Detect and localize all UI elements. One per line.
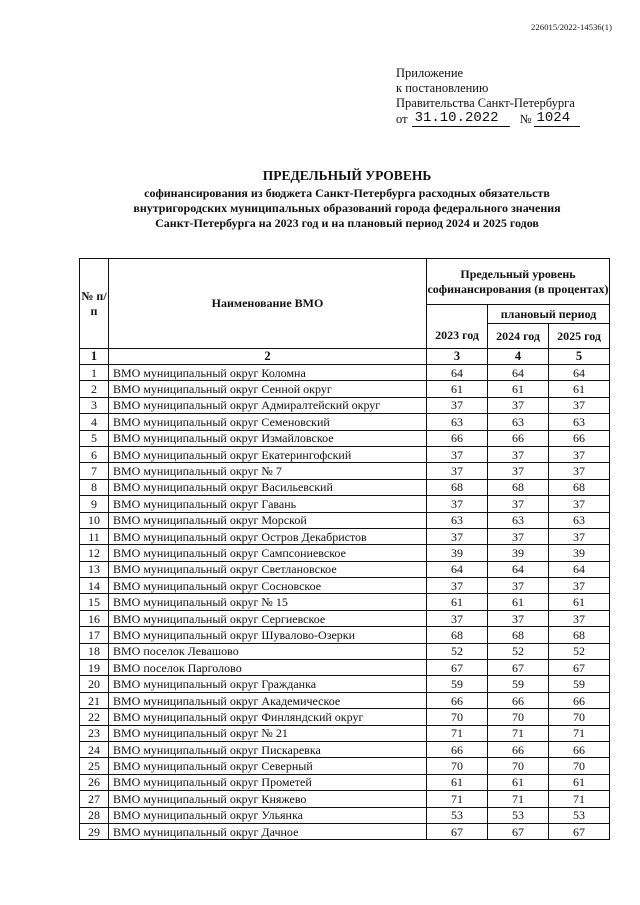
value-2023: 64 xyxy=(427,561,488,577)
date-prefix: от xyxy=(396,112,408,126)
table-row xyxy=(80,594,610,610)
header-2023: 2023 год xyxy=(427,305,488,349)
value-2024: 68 xyxy=(488,479,549,495)
title-line-2: внутригородских муниципальных образований города федерального значения xyxy=(133,201,561,215)
row-name: ВМО муниципальный округ № 15 xyxy=(109,594,427,610)
appendix-line-1: Приложение xyxy=(396,66,464,80)
value-2024: 53 xyxy=(488,807,549,823)
value-2025: 37 xyxy=(549,578,610,594)
value-2023: 52 xyxy=(427,643,488,659)
row-number: 10 xyxy=(80,512,109,528)
value-2023: 61 xyxy=(427,594,488,610)
value-2025: 66 xyxy=(549,692,610,708)
table-row xyxy=(80,578,610,594)
row-name: ВМО муниципальный округ Адмиралтейский округ xyxy=(109,397,427,413)
row-name: ВМО муниципальный округ Северный xyxy=(109,758,427,774)
row-number: 6 xyxy=(80,446,109,462)
table-row xyxy=(80,774,610,790)
value-2024: 63 xyxy=(488,414,549,430)
appendix-line-2: к постановлению xyxy=(396,81,489,95)
row-name: ВМО муниципальный округ Дачное xyxy=(109,823,427,839)
value-2024: 66 xyxy=(488,741,549,757)
row-name: ВМО муниципальный округ Гражданка xyxy=(109,676,427,692)
value-2023: 67 xyxy=(427,660,488,676)
table-row xyxy=(80,823,610,839)
table-row xyxy=(80,446,610,462)
value-2024: 71 xyxy=(488,791,549,807)
table-row xyxy=(80,610,610,626)
row-number: 24 xyxy=(80,741,109,757)
title-line-1: софинансирования из бюджета Санкт-Петербурга расходных обязательств xyxy=(144,186,550,200)
title-heading: ПРЕДЕЛЬНЫЙ УРОВЕНЬ xyxy=(262,168,432,183)
table-row xyxy=(80,676,610,692)
row-name: ВМО муниципальный округ Сампсониевское xyxy=(109,545,427,561)
value-2023: 37 xyxy=(427,610,488,626)
row-number: 4 xyxy=(80,414,109,430)
value-2024: 70 xyxy=(488,709,549,725)
value-2025: 68 xyxy=(549,479,610,495)
appendix-date-line xyxy=(396,111,580,127)
value-2023: 37 xyxy=(427,397,488,413)
value-2025: 63 xyxy=(549,512,610,528)
value-2024: 68 xyxy=(488,627,549,643)
table-row xyxy=(80,709,610,725)
value-2025: 53 xyxy=(549,807,610,823)
row-name: ВМО муниципальный округ Семеновский xyxy=(109,414,427,430)
value-2024: 52 xyxy=(488,643,549,659)
value-2025: 63 xyxy=(549,414,610,430)
table-row xyxy=(80,791,610,807)
row-number: 21 xyxy=(80,692,109,708)
row-name: ВМО муниципальный округ Морской xyxy=(109,512,427,528)
row-number: 20 xyxy=(80,676,109,692)
row-name: ВМО муниципальный округ Княжево xyxy=(109,791,427,807)
table-row xyxy=(80,725,610,741)
row-name: ВМО муниципальный округ Екатерингофский xyxy=(109,446,427,462)
value-2024: 39 xyxy=(488,545,549,561)
row-number: 13 xyxy=(80,561,109,577)
value-2024: 61 xyxy=(488,594,549,610)
value-2025: 71 xyxy=(549,791,610,807)
value-2023: 70 xyxy=(427,758,488,774)
column-number: 2 xyxy=(109,349,427,365)
value-2025: 64 xyxy=(549,561,610,577)
row-number: 7 xyxy=(80,463,109,479)
value-2025: 67 xyxy=(549,823,610,839)
value-2025: 70 xyxy=(549,758,610,774)
value-2024: 61 xyxy=(488,381,549,397)
column-number: 1 xyxy=(80,349,109,365)
value-2023: 37 xyxy=(427,446,488,462)
row-number: 14 xyxy=(80,578,109,594)
value-2023: 67 xyxy=(427,823,488,839)
resolution-number: 1024 xyxy=(534,111,580,127)
appendix-block xyxy=(396,66,580,127)
row-number: 18 xyxy=(80,643,109,659)
value-2024: 63 xyxy=(488,512,549,528)
table-row xyxy=(80,643,610,659)
value-2023: 70 xyxy=(427,709,488,725)
appendix-line-3: Правительства Санкт-Петербурга xyxy=(396,96,575,110)
row-number: 16 xyxy=(80,610,109,626)
value-2023: 66 xyxy=(427,741,488,757)
value-2025: 37 xyxy=(549,446,610,462)
row-name: ВМО муниципальный округ Сосновское xyxy=(109,578,427,594)
number-prefix: № xyxy=(519,112,532,126)
table-row xyxy=(80,660,610,676)
value-2024: 37 xyxy=(488,463,549,479)
table-row xyxy=(80,496,610,512)
table-row xyxy=(80,561,610,577)
row-number: 23 xyxy=(80,725,109,741)
row-number: 12 xyxy=(80,545,109,561)
value-2023: 66 xyxy=(427,430,488,446)
column-number: 5 xyxy=(549,349,610,365)
row-name: ВМО муниципальный округ Прометей xyxy=(109,774,427,790)
header-2024: 2024 год xyxy=(488,324,549,349)
value-2025: 52 xyxy=(549,643,610,659)
table-row xyxy=(80,430,610,446)
row-name: ВМО муниципальный округ № 21 xyxy=(109,725,427,741)
value-2025: 68 xyxy=(549,627,610,643)
value-2023: 71 xyxy=(427,791,488,807)
value-2023: 59 xyxy=(427,676,488,692)
value-2025: 37 xyxy=(549,496,610,512)
value-2023: 61 xyxy=(427,774,488,790)
row-name: ВМО муниципальный округ Сенной округ xyxy=(109,381,427,397)
value-2023: 63 xyxy=(427,414,488,430)
row-name: ВМО муниципальный округ Васильевский xyxy=(109,479,427,495)
value-2024: 67 xyxy=(488,660,549,676)
title-line-3: Санкт-Петербурга на 2023 год и на плановый период 2024 и 2025 годов xyxy=(155,216,539,230)
table-row xyxy=(80,479,610,495)
value-2025: 64 xyxy=(549,365,610,381)
row-name: ВМО муниципальный округ Шувалово-Озерки xyxy=(109,627,427,643)
row-number: 26 xyxy=(80,774,109,790)
value-2024: 70 xyxy=(488,758,549,774)
row-name: ВМО муниципальный округ Финляндский округ xyxy=(109,709,427,725)
value-2024: 59 xyxy=(488,676,549,692)
value-2023: 63 xyxy=(427,512,488,528)
value-2023: 37 xyxy=(427,528,488,544)
document-title xyxy=(60,168,634,231)
row-name: ВМО муниципальный округ Ульянка xyxy=(109,807,427,823)
row-name: ВМО муниципальный округ Гавань xyxy=(109,496,427,512)
value-2023: 37 xyxy=(427,578,488,594)
row-number: 1 xyxy=(80,365,109,381)
row-number: 11 xyxy=(80,528,109,544)
row-name: ВМО поселок Парголово xyxy=(109,660,427,676)
column-number: 3 xyxy=(427,349,488,365)
value-2024: 37 xyxy=(488,528,549,544)
row-name: ВМО муниципальный округ Академическое xyxy=(109,692,427,708)
value-2024: 64 xyxy=(488,561,549,577)
value-2023: 37 xyxy=(427,496,488,512)
value-2023: 66 xyxy=(427,692,488,708)
header-name: Наименование ВМО xyxy=(109,259,427,349)
header-level: Предельный уровень софинансирования (в процентах) xyxy=(427,259,610,305)
row-number: 8 xyxy=(80,479,109,495)
table-row xyxy=(80,414,610,430)
value-2023: 64 xyxy=(427,365,488,381)
row-number: 3 xyxy=(80,397,109,413)
table-row xyxy=(80,807,610,823)
row-number: 25 xyxy=(80,758,109,774)
row-number: 9 xyxy=(80,496,109,512)
column-number: 4 xyxy=(488,349,549,365)
value-2024: 37 xyxy=(488,496,549,512)
value-2025: 71 xyxy=(549,725,610,741)
row-name: ВМО поселок Левашово xyxy=(109,643,427,659)
table-row xyxy=(80,381,610,397)
table-row xyxy=(80,365,610,381)
resolution-date: 31.10.2022 xyxy=(412,111,510,127)
table-row xyxy=(80,512,610,528)
value-2024: 66 xyxy=(488,430,549,446)
row-number: 19 xyxy=(80,660,109,676)
row-number: 22 xyxy=(80,709,109,725)
row-number: 2 xyxy=(80,381,109,397)
table-row xyxy=(80,692,610,708)
value-2025: 37 xyxy=(549,397,610,413)
value-2025: 70 xyxy=(549,709,610,725)
row-name: ВМО муниципальный округ Коломна xyxy=(109,365,427,381)
row-number: 17 xyxy=(80,627,109,643)
value-2025: 59 xyxy=(549,676,610,692)
row-number: 27 xyxy=(80,791,109,807)
table-row xyxy=(80,528,610,544)
row-number: 28 xyxy=(80,807,109,823)
table-row xyxy=(80,463,610,479)
row-number: 29 xyxy=(80,823,109,839)
value-2023: 68 xyxy=(427,627,488,643)
value-2023: 68 xyxy=(427,479,488,495)
value-2025: 39 xyxy=(549,545,610,561)
value-2024: 37 xyxy=(488,446,549,462)
header-plan-period: плановый период xyxy=(488,305,610,324)
value-2025: 61 xyxy=(549,381,610,397)
value-2025: 66 xyxy=(549,741,610,757)
row-name: ВМО муниципальный округ Светлановское xyxy=(109,561,427,577)
row-number: 15 xyxy=(80,594,109,610)
value-2024: 66 xyxy=(488,692,549,708)
header-num: № п/п xyxy=(80,259,109,349)
value-2025: 37 xyxy=(549,528,610,544)
value-2023: 53 xyxy=(427,807,488,823)
value-2024: 37 xyxy=(488,397,549,413)
row-number: 5 xyxy=(80,430,109,446)
value-2025: 66 xyxy=(549,430,610,446)
row-name: ВМО муниципальный округ № 7 xyxy=(109,463,427,479)
value-2023: 39 xyxy=(427,545,488,561)
value-2024: 37 xyxy=(488,578,549,594)
value-2025: 37 xyxy=(549,610,610,626)
value-2024: 61 xyxy=(488,774,549,790)
table-row xyxy=(80,627,610,643)
value-2023: 37 xyxy=(427,463,488,479)
table-row xyxy=(80,397,610,413)
value-2025: 61 xyxy=(549,594,610,610)
value-2023: 61 xyxy=(427,381,488,397)
value-2023: 71 xyxy=(427,725,488,741)
table-row xyxy=(80,545,610,561)
value-2025: 37 xyxy=(549,463,610,479)
value-2025: 61 xyxy=(549,774,610,790)
value-2025: 67 xyxy=(549,660,610,676)
row-name: ВМО муниципальный округ Пискаревка xyxy=(109,741,427,757)
table-row xyxy=(80,741,610,757)
row-name: ВМО муниципальный округ Измайловское xyxy=(109,430,427,446)
value-2024: 64 xyxy=(488,365,549,381)
row-name: ВМО муниципальный округ Остров Декабристов xyxy=(109,528,427,544)
value-2024: 37 xyxy=(488,610,549,626)
document-number: 226015/2022-14536(1) xyxy=(531,22,612,32)
cofinancing-table xyxy=(79,258,610,840)
table-row xyxy=(80,758,610,774)
header-2025: 2025 год xyxy=(549,324,610,349)
value-2024: 67 xyxy=(488,823,549,839)
value-2024: 71 xyxy=(488,725,549,741)
row-name: ВМО муниципальный округ Сергиевское xyxy=(109,610,427,626)
